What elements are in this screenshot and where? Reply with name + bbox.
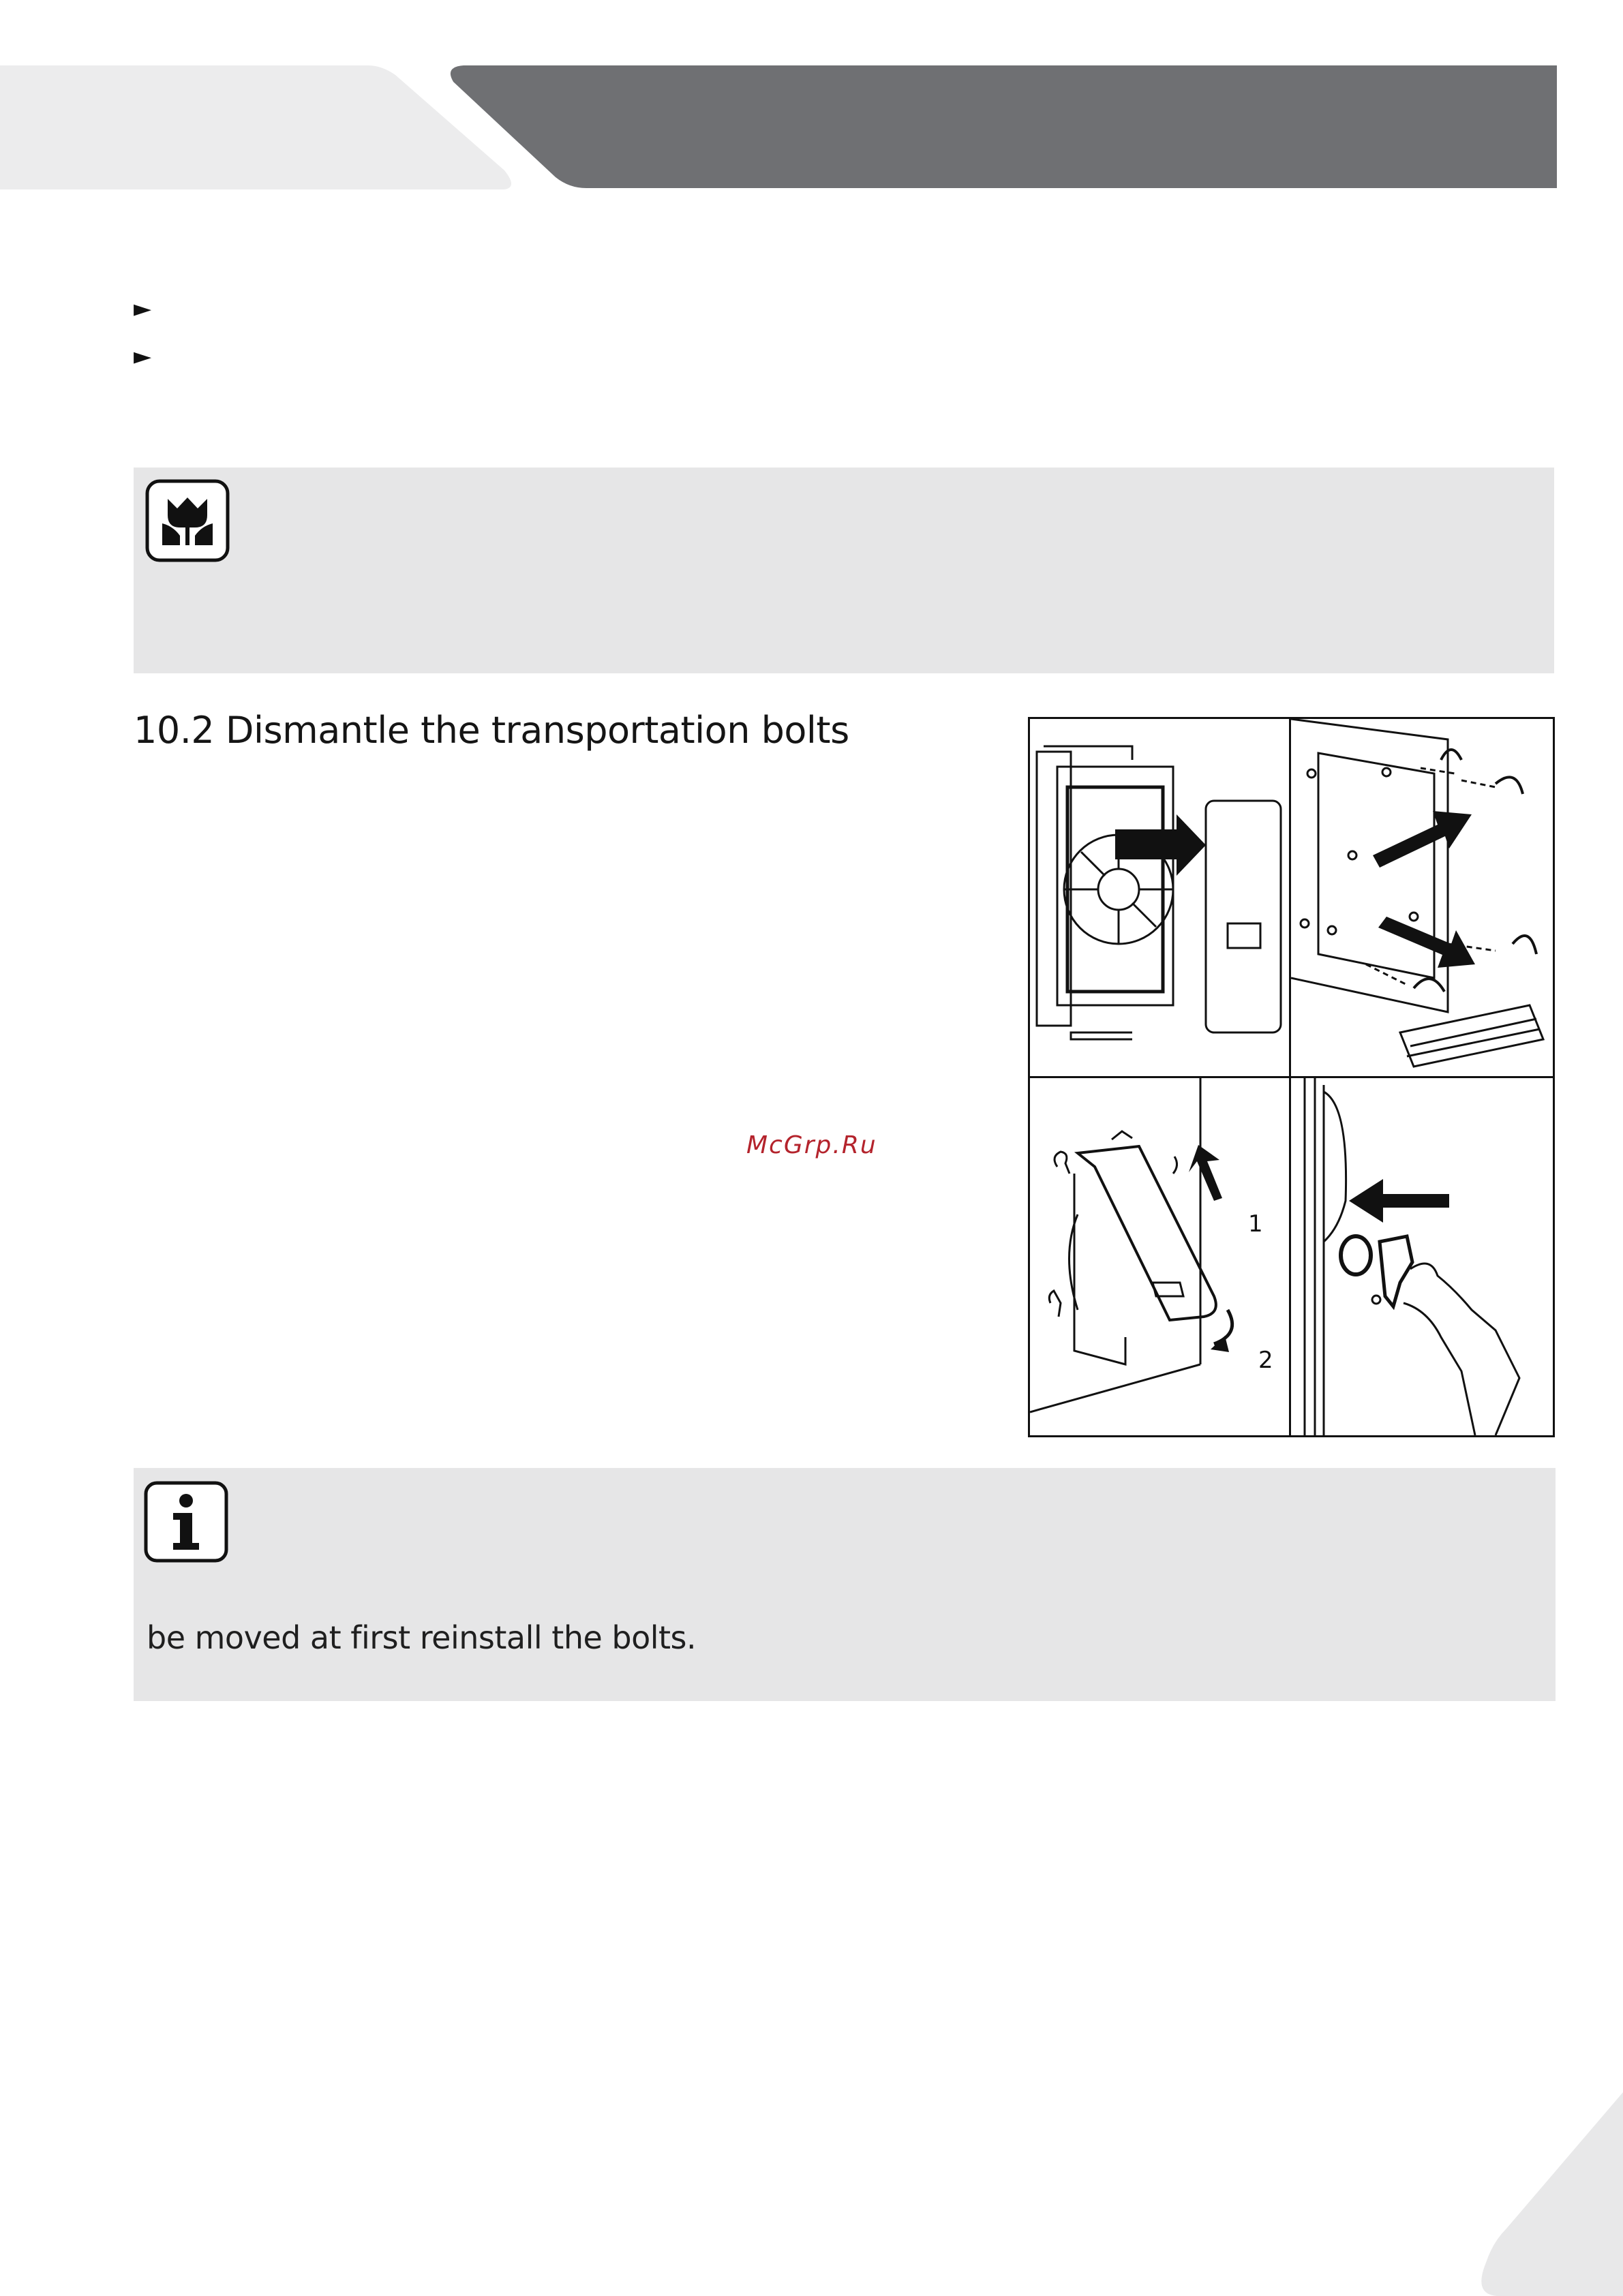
eco-tulip-icon [145,478,230,563]
info-note-text: be moved at first reinstall the bolts. [147,1619,697,1656]
bullet-marker-1: ► [134,295,152,322]
remove-back-cover-illustration [1030,719,1289,1076]
bullet-marker-2: ► [134,343,152,370]
remove-bolts-illustration [1291,719,1553,1076]
eco-note-box [134,468,1554,673]
figure-panel-top-right [1289,717,1555,1078]
insert-hole-cover-illustration [1291,1078,1553,1435]
info-note-box [134,1468,1556,1701]
step-label-2: 2 [1258,1347,1273,1374]
figure-panel-bottom-left [1028,1076,1291,1437]
header-tab-dark [0,0,1623,204]
step-label-1: 1 [1248,1210,1263,1238]
section-heading: 10.2 Dismantle the transportation bolts [134,709,849,752]
figure-panel-bottom-right [1289,1076,1555,1437]
info-icon [143,1480,229,1563]
figure-panel-top-left [1028,717,1291,1078]
watermark-text: McGrp.Ru [746,1131,877,1159]
reattach-cover-illustration [1030,1078,1289,1435]
